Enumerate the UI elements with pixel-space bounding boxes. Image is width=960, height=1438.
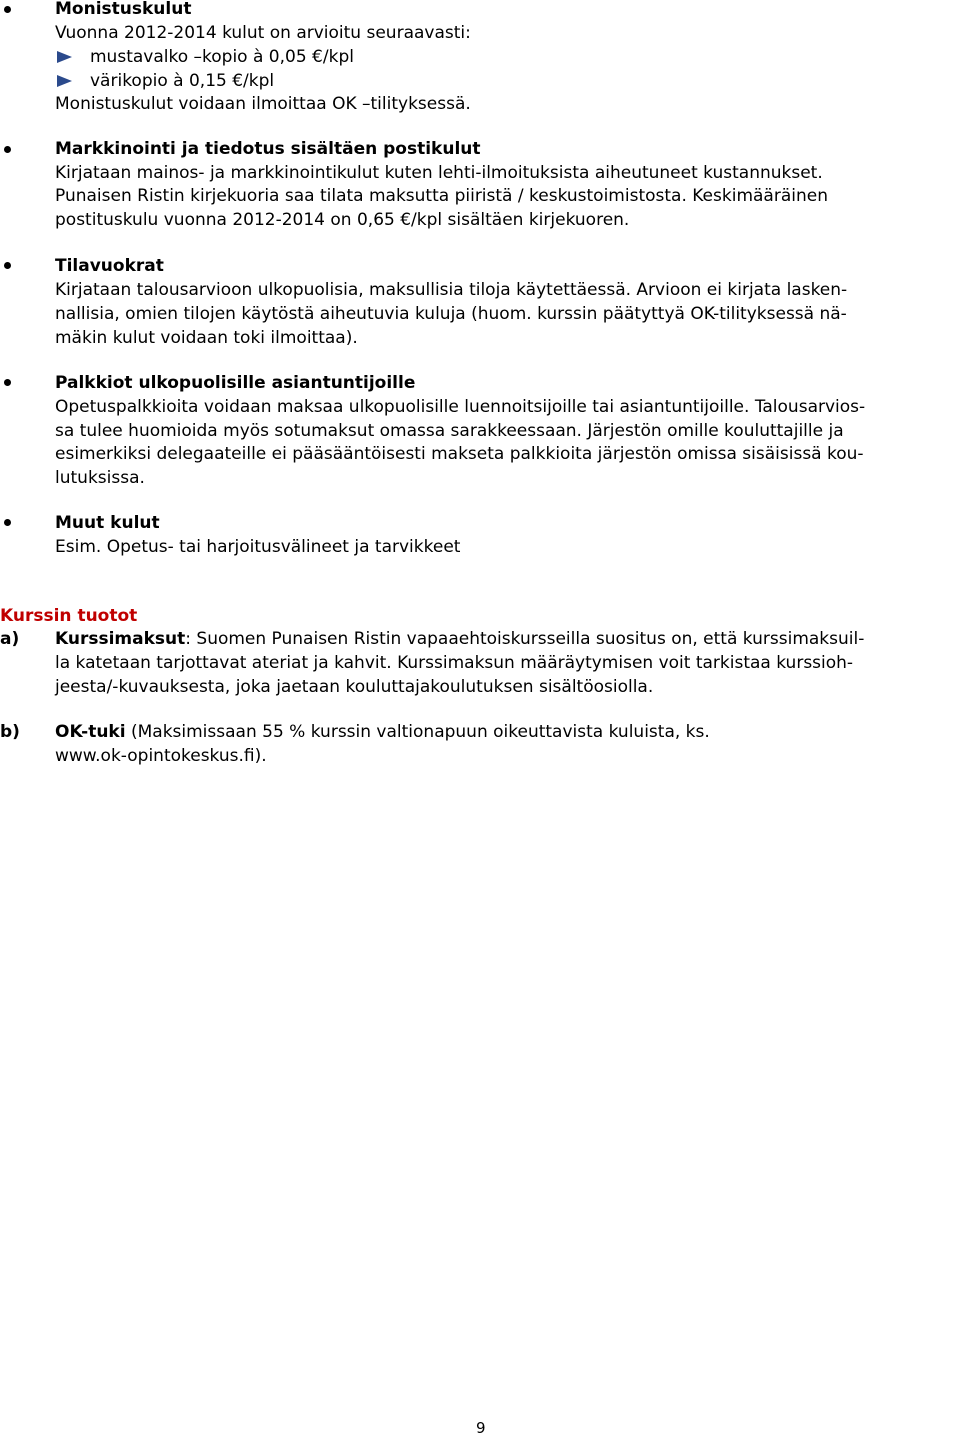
tuotot-a-text-line: jeesta/-kuvauksesta, joka jaetaan kouluttajakoulutuksen sisältöosiolla.	[55, 677, 654, 697]
monistuskulut-subitem: värikopio à 0,15 €/kpl	[90, 71, 275, 91]
bullet	[4, 519, 11, 526]
arrow-bullet-icon	[57, 75, 72, 87]
tilavuokrat-text-line: nallisia, omien tilojen käytöstä aiheutuvia kuluja (huom. kurssin päätyttyä OK-tilityksessä nä-	[55, 304, 847, 324]
markkinointi-text-line: Kirjataan mainos- ja markkinointikulut kuten lehti-ilmoituksista aiheutuneet kustannukset.	[55, 163, 823, 183]
tuotot-a-text: : Suomen Punaisen Ristin vapaaehtoiskursseilla suositus on, että kurssimaksuil-	[185, 629, 865, 649]
palkkiot-text-line: sa tulee huomioida myös sotumaksut omassa sarakkeessaan. Järjestön omille kouluttajille ja	[55, 421, 844, 441]
list-marker: a)	[0, 629, 20, 649]
palkkiot-text-line: esimerkiksi delegaateille ei pääsääntöisesti makseta palkkioita järjestön omissa sisäisissä kou-	[55, 444, 864, 464]
section-title-tilavuokrat: Tilavuokrat	[55, 256, 164, 276]
muut-text-line: Esim. Opetus- tai harjoitusvälineet ja tarvikkeet	[55, 537, 461, 557]
bullet	[4, 146, 11, 153]
palkkiot-text-line: lutuksissa.	[55, 468, 145, 488]
section-title-markkinointi: Markkinointi ja tiedotus sisältäen postikulut	[55, 139, 481, 159]
tilavuokrat-text-line: Kirjataan talousarvioon ulkopuolisia, maksullisia tiloja käytettäessä. Arvioon ei kirjata lasken-	[55, 280, 848, 300]
tuotot-b-text-line: www.ok-opintokeskus.fi).	[55, 746, 267, 766]
section-title-monistuskulut: Monistuskulut	[55, 0, 192, 19]
monistuskulut-intro: Vuonna 2012-2014 kulut on arvioitu seuraavasti:	[55, 23, 471, 43]
bullet	[4, 6, 11, 13]
tuotot-b-text: (Maksimissaan 55 % kurssin valtionapuun oikeuttavista kuluista, ks.	[125, 722, 710, 742]
section-title-muut: Muut kulut	[55, 513, 160, 533]
page-number: 9	[476, 1419, 486, 1437]
arrow-bullet-icon	[57, 51, 72, 63]
tuotot-b-first-line	[55, 720, 710, 744]
bullet	[4, 262, 11, 269]
monistuskulut-note: Monistuskulut voidaan ilmoittaa OK –tilityksessä.	[55, 94, 471, 114]
markkinointi-text-line: Punaisen Ristin kirjekuoria saa tilata maksutta piiristä / keskustoimistosta. Keskimääräinen	[55, 186, 828, 206]
tuotot-heading: Kurssin tuotot	[0, 606, 138, 626]
bullet	[4, 379, 11, 386]
tuotot-b-term: OK-tuki	[55, 722, 126, 742]
palkkiot-text-line: Opetuspalkkioita voidaan maksaa ulkopuolisille luennoitsijoille tai asiantuntijoille. Talousarvios-	[55, 397, 866, 417]
tuotot-a-text-line: la katetaan tarjottavat ateriat ja kahvit. Kurssimaksun määräytymisen voit tarkistaa kurssioh-	[55, 653, 854, 673]
monistuskulut-subitem: mustavalko –kopio à 0,05 €/kpl	[90, 47, 354, 67]
tuotot-a-term: Kurssimaksut	[55, 629, 186, 649]
markkinointi-text-line: postituskulu vuonna 2012-2014 on 0,65 €/kpl sisältäen kirjekuoren.	[55, 210, 630, 230]
tilavuokrat-text-line: mäkin kulut voidaan toki ilmoittaa).	[55, 328, 358, 348]
section-title-palkkiot: Palkkiot ulkopuolisille asiantuntijoille	[55, 373, 416, 393]
tuotot-a-first-line	[55, 627, 864, 651]
list-marker: b)	[0, 722, 20, 742]
